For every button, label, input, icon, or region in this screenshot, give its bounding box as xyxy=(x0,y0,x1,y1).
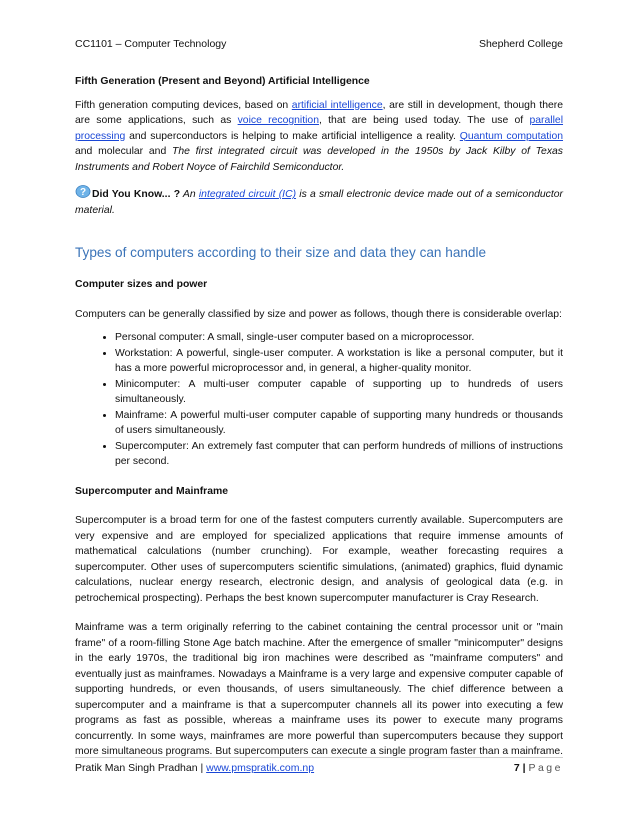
list-item: • Personal computer: A small, single-user computer based on a microprocessor. xyxy=(115,330,563,346)
supercomputer-paragraph: Supercomputer is a broad term for one of the fastest computers currently available. Supercomputers are very expensive and are employed for specialized applications that require immense amounts of mathematical calculations (number crunching). For example, weather forecasting requires a supercomputer. Other uses of supercomputers scientific simulations, (animated) graphics, fluid dynamic calculations, nuclear energy research, electronic design, and analysis of geological data (e.g. in petrochemical prospecting). Perhaps the best known supercomputer manufacturer is Cray Research. xyxy=(75,515,563,604)
computer-types-list xyxy=(75,330,563,470)
footer-author-line: Pratik Man Singh Pradhan | www.pmspratik.com.np xyxy=(75,762,315,774)
list-item: • Workstation: A powerful, single-user computer. A workstation is like a personal computer, but it has a more powerful microprocessor and, in general, a higher-quality monitor. xyxy=(115,346,563,377)
super-heading: Supercomputer and Mainframe xyxy=(75,485,229,497)
link-integrated-circuit[interactable]: integrated circuit (IC) xyxy=(198,189,297,200)
list-item: • Supercomputer: An extremely fast computer that can perform hundreds of millions of instructions per second. xyxy=(115,439,563,470)
footer-divider xyxy=(75,757,563,758)
page-content xyxy=(75,74,563,760)
did-you-know-box: ? Did You Know... ? An integrated circuit (IC) is a small electronic device made out of a semiconductor material. xyxy=(75,187,563,216)
link-parallel-processing[interactable]: parallel processing xyxy=(75,115,564,142)
link-artificial-intelligence[interactable]: artificial intelligence xyxy=(291,99,383,111)
page-footer xyxy=(75,762,563,774)
list-item: • Minicomputer: A multi-user computer capable of supporting up to hundreds of users simultaneously. xyxy=(115,377,563,408)
link-quantum-computation[interactable]: Quantum computation xyxy=(459,130,564,142)
link-voice-recognition[interactable]: voice recognition xyxy=(237,115,319,126)
header-course: CC1101 – Computer Technology xyxy=(75,38,227,50)
svg-text:?: ? xyxy=(79,187,87,198)
footer-website-link[interactable]: www.pmspratik.com.np xyxy=(206,762,315,774)
did-you-know-label: Did You Know... ? xyxy=(92,189,181,200)
page-header xyxy=(75,38,563,50)
fifth-gen-heading: Fifth Generation (Present and Beyond) Artificial Intelligence xyxy=(75,76,370,87)
sizes-intro: Computers can be generally classified by size and power as follows, though there is considerable overlap: xyxy=(75,308,562,320)
header-college: Shepherd College xyxy=(478,38,563,50)
footer-page-number: 7 | Page xyxy=(513,762,563,774)
section-title: Types of computers according to their size and data they can handle xyxy=(75,245,487,260)
fifth-gen-paragraph: Fifth generation computing devices, based on artificial intelligence, are still in development, though there are some applications, such as voice recognition, that are being used today. The use of parallel processing and superconductors is helping to make artificial intelligence a reality. Quantum computation and molecular and The first integrated circuit was developed in the 1950s by Jack Kilby of Texas Instruments and Robert Noyce of Fairchild Semiconductor. xyxy=(75,99,564,173)
sizes-heading: Computer sizes and power xyxy=(75,279,208,290)
list-item: • Mainframe: A powerful multi-user computer capable of supporting many hundreds or thousands of users simultaneously. xyxy=(115,408,563,439)
mainframe-paragraph: Mainframe was a term originally referring to the cabinet containing the central processor unit or "main frame" of a room-filling Stone Age batch machine. After the emergence of smaller "minicomputer" designs in the early 1970s, the traditional big iron machines were described as "mainframe computers" and eventually just as mainframes. Nowadays a Mainframe is a very large and expensive computer capable of supporting hundreds, or even thousands, of users simultaneously. The chief difference between a supercomputer and a mainframe is that a supercomputer channels all its power into executing a few programs as fast as possible, whereas a mainframe uses its power to execute many programs concurrently. In some ways, mainframes are more powerful than supercomputers because they support more simultaneous programs. But supercomputers can execute a single program faster than a mainframe. xyxy=(75,622,564,757)
ic-history-note: The first integrated circuit was developed in the 1950s by Jack Kilby of Texas Instruments and Robert Noyce of Fairchild Semiconductor. xyxy=(75,146,563,173)
question-bubble-icon xyxy=(75,185,91,199)
